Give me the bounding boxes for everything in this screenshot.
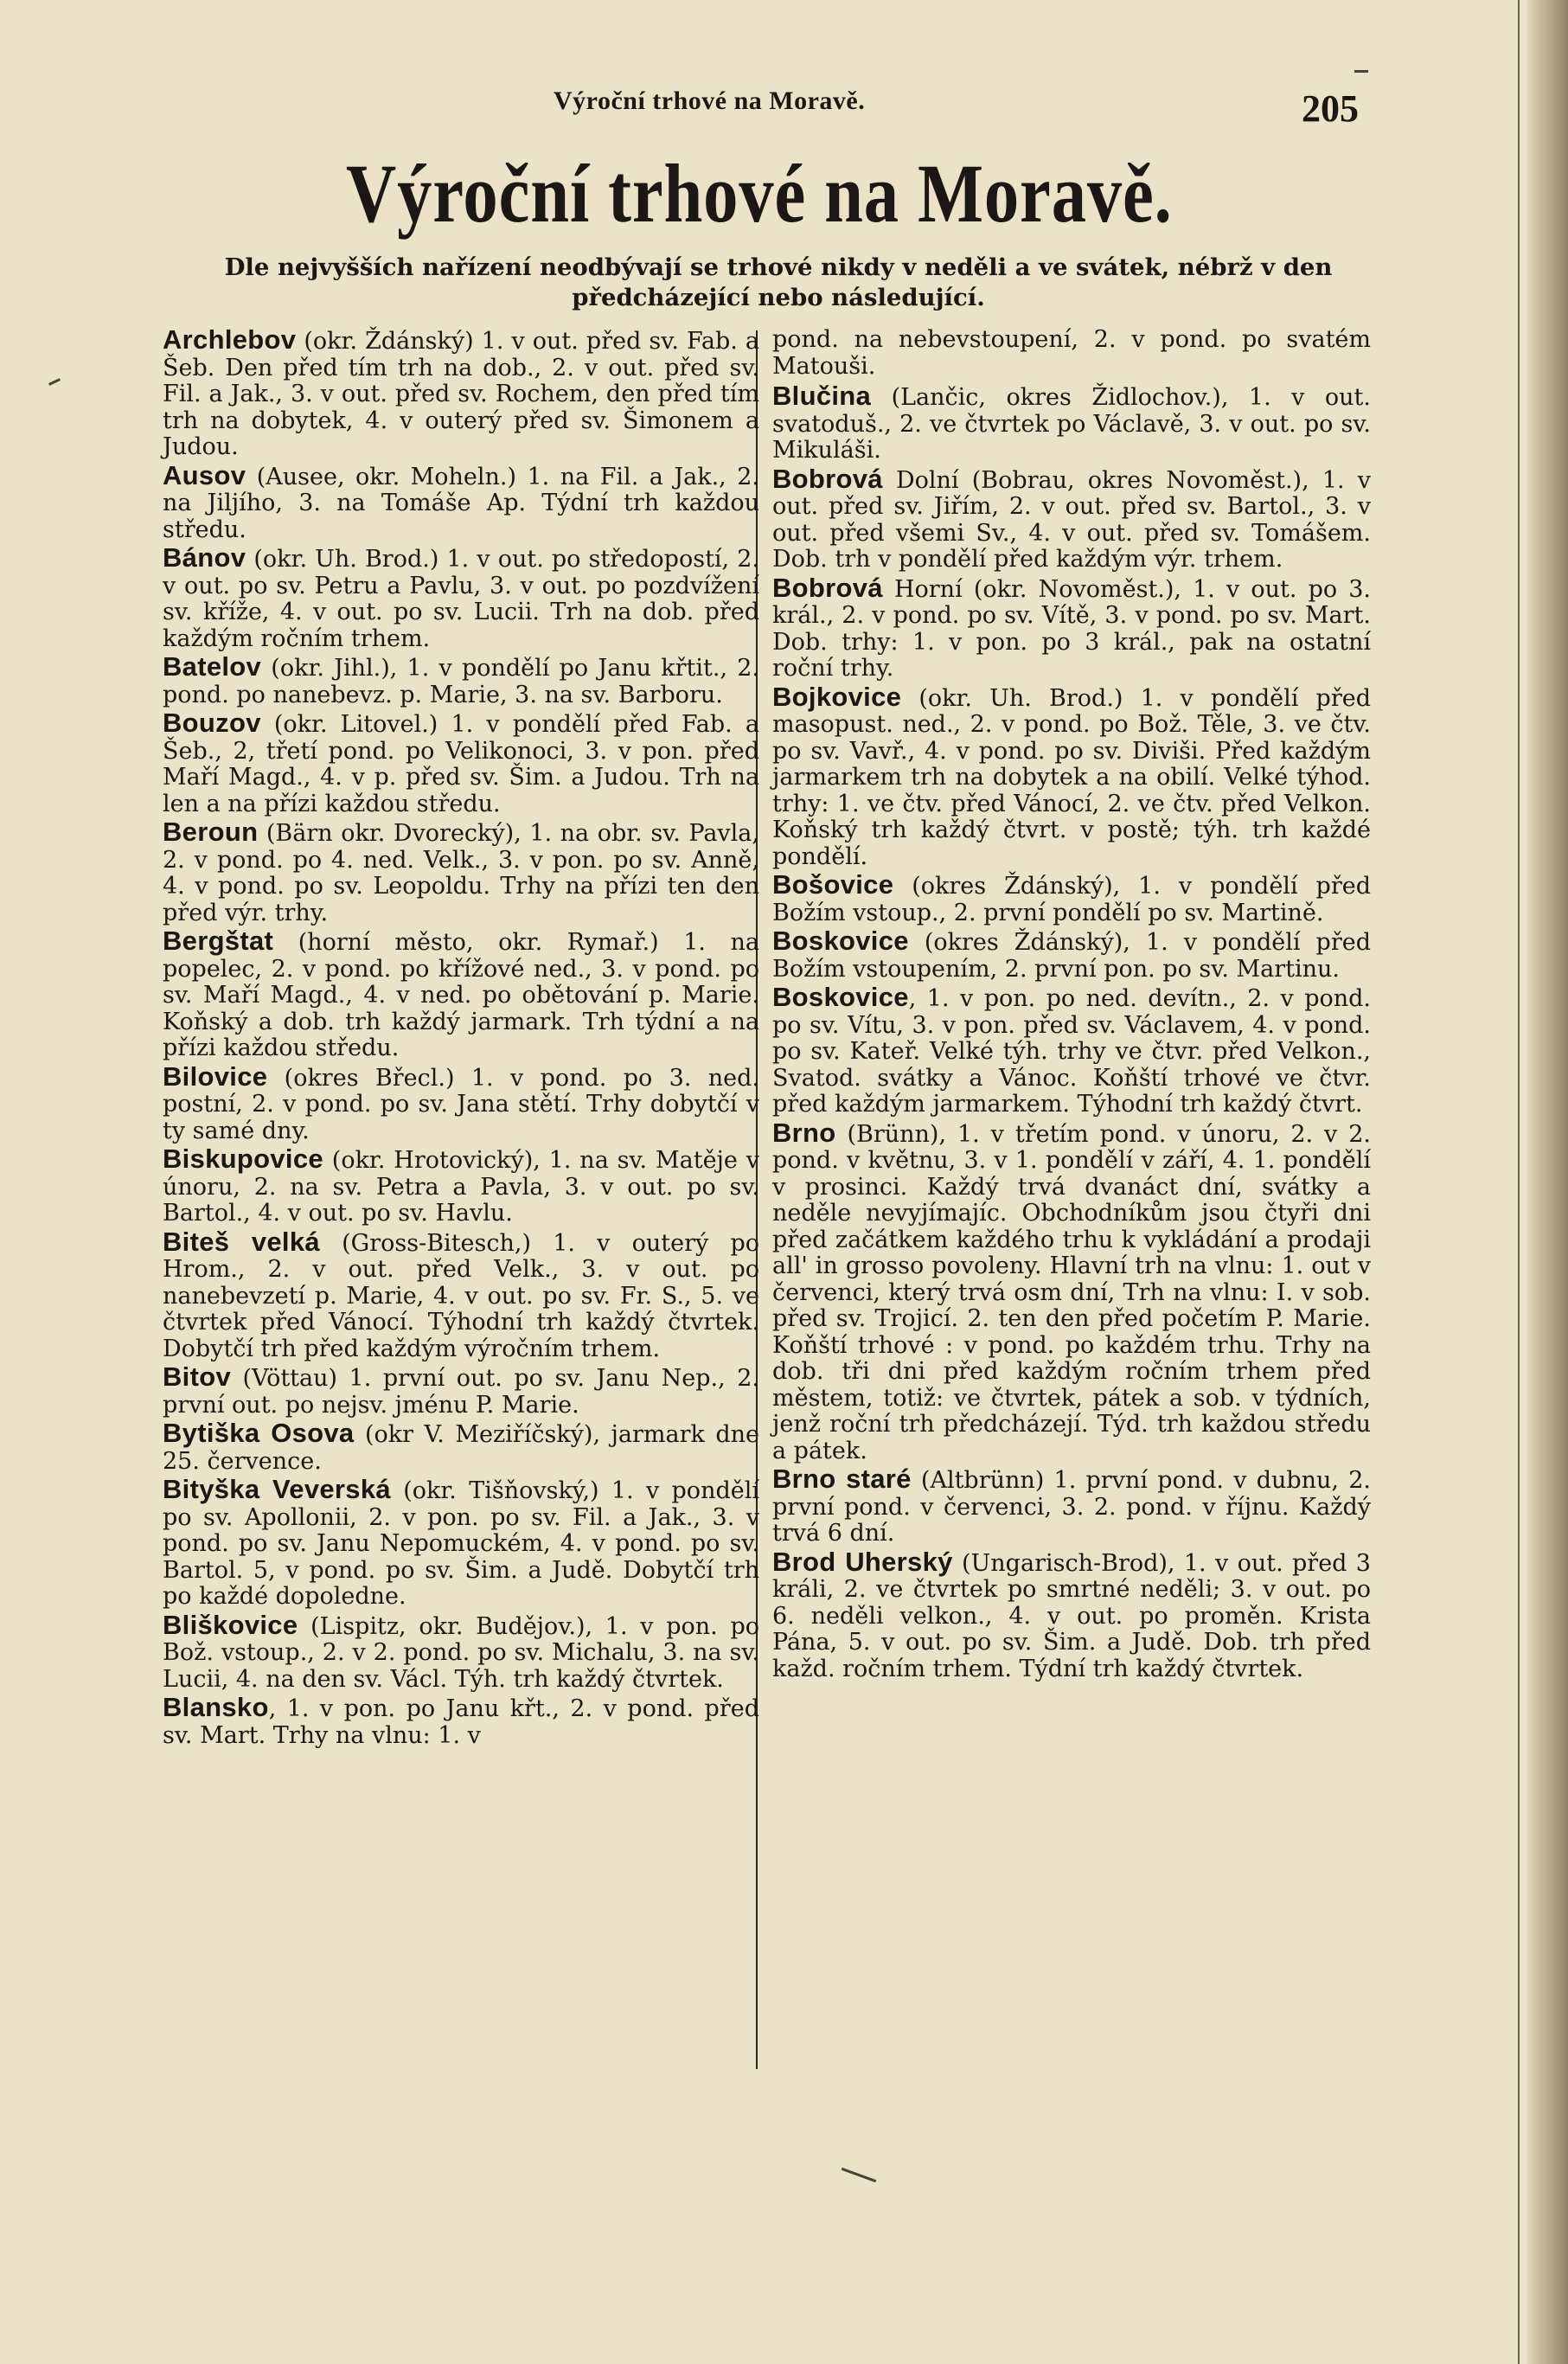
left-column xyxy=(163,324,759,1751)
market-entry xyxy=(163,928,759,1062)
town-name: Ausov xyxy=(163,459,246,490)
corner-mark xyxy=(1354,70,1368,73)
gutter-line xyxy=(1518,0,1520,2364)
page-number: 205 xyxy=(1302,87,1359,130)
market-entry xyxy=(163,459,759,544)
market-entry xyxy=(772,572,1371,682)
market-entry xyxy=(772,383,1371,464)
market-details: (okres Břecl.) 1. v pond. po 3. ned. postní, 2. v pond. po sv. Jana stětí. Trhy dobytčí v ty samé dny. xyxy=(163,1064,759,1144)
market-details: (okr. Uh. Brod.) 1. v pondělí před masopust. ned., 2. v pond. po Bož. Těle, 3. ve čtv. po sv. Vavř., 4. v pond. po sv. Diviši. Před každým jarmarkem trh na dobytek a na obilí. Velké týhod. trhy: 1. ve čtv. před Vánocí, 2. ve čtv. před Velkon. Koňský trh každý čtvrt. v postě; týh. trh každé pondělí. xyxy=(772,684,1371,870)
town-name: Bobrová xyxy=(772,572,883,603)
continued-entry: pond. na nebevstoupení, 2. v pond. po svatém Matouši. xyxy=(772,326,1371,380)
town-name: Brod Uherský xyxy=(772,1546,953,1577)
town-name: Bošovice xyxy=(772,869,894,900)
market-details: (okr. Uh. Brod.) 1. v out. po středopostí, 2. v out. po sv. Petru a Pavlu, 3. v out. po pozdvížení sv. kříže, 4. v out. po sv. Lucii. Trh na dob. před každým ročním trhem. xyxy=(163,546,759,652)
town-name: Boskovice xyxy=(772,982,909,1012)
town-name: Batelov xyxy=(163,651,262,682)
market-details: , 1. v pon. po Janu křt., 2. v pond. před sv. Mart. Trhy na vlnu: 1. v xyxy=(163,1695,759,1749)
town-name: Bilovice xyxy=(163,1060,268,1092)
market-entry xyxy=(163,1060,759,1145)
town-name: Archlebov xyxy=(163,324,297,355)
market-details: (okr. Tišňovský,) 1. v pondělí po sv. Apollonii, 2. v pon. po sv. Fil. a Jak., 3. v pond. po sv. Janu Nepomuckém, 4. v pond. po sv. Bartol. 5, v pond. po sv. Šim. a Judě. Dobytčí trh po každé dopoledne. xyxy=(163,1477,759,1610)
market-entry xyxy=(163,710,759,817)
town-name: Brno staré xyxy=(772,1464,912,1494)
market-details: (horní město, okr. Rymař.) 1. na popelec, 2. v pond. po křížové ned., 3. v pond. po sv. Maří Magd., 4. v ned. po obětování p. Marie. Koňský a dob. trh každý jarmark. Trh týdní a na přízi každou středu. xyxy=(163,929,759,1061)
market-details: (okr V. Meziříčský), jarmark dne 25. července. xyxy=(163,1421,759,1475)
market-details: (Ungarisch-Brod), 1. v out. před 3 králi, 2. ve čtvrtek po smrtné neděli; 3. v out. po 6. neděli velkon., 4. v out. po proměn. Krista Pána, 5. v out. po sv. Šim. a Judě. Dob. trh před každ. ročním trhem. Týdní trh každý čtvrtek. xyxy=(772,1549,1371,1682)
town-name: Bliškovice xyxy=(163,1609,298,1640)
town-name: Bobrová xyxy=(772,463,883,494)
town-name: Biteš velká xyxy=(163,1226,320,1257)
town-name: Bergštat xyxy=(163,926,274,956)
market-entry xyxy=(772,1546,1371,1683)
market-entry xyxy=(772,984,1371,1118)
stray-mark xyxy=(842,2168,876,2182)
town-name: Brno xyxy=(772,1117,836,1148)
market-details: (okr. Litovel.) 1. v pondělí před Fab. a Šeb., 2, třetí pond. po Velikonoci, 3. v pon. před Maří Magd., 4. v p. před sv. Šim. a Judou. Trh na len a na přízi každou středu. xyxy=(163,711,759,817)
market-entry xyxy=(163,1692,759,1749)
market-entry xyxy=(772,928,1371,983)
intro-paragraph: Dle nejvyšších nařízení neodbývají se trhové nikdy v neděli a ve svátek, nébrž v den předcházející nebo následující. xyxy=(224,253,1333,311)
market-details: (okres Ždánský), 1. v pondělí před Božím vstoup., 2. první pondělí po sv. Martině. xyxy=(772,873,1371,926)
market-details: (Lančic, okres Židlochov.), 1. v out. svatoduš., 2. ve čtvrtek po Václavě, 3. v out. po sv. Mikuláši. xyxy=(772,384,1371,464)
town-name: Boskovice xyxy=(772,926,909,956)
town-name: Beroun xyxy=(163,817,259,847)
town-name: Bityška Veverská xyxy=(163,1474,391,1504)
market-details: (Gross-Bitesch,) 1. v outerý po Hrom., 2. v out. před Velk., 3. v out. po nanebevzetí p. Marie, 4. v out. po sv. Fr. S., 5. ve čtvrtek před Vánocí. Týhodní trh každý čtvrtek. Dobytčí trh před každým výročním trhem. xyxy=(163,1229,759,1362)
market-entry xyxy=(772,463,1371,573)
town-name: Biskupovice xyxy=(163,1144,323,1174)
page-gutter xyxy=(1526,0,1568,2364)
market-entry xyxy=(163,1361,759,1419)
town-name: Bytiška Osova xyxy=(163,1418,355,1448)
market-details: (okr. Jihl.), 1. v pondělí po Janu křtit., 2. pond. po nanebevz. p. Marie, 3. na sv. Barboru. xyxy=(163,655,759,708)
market-details: (Ausee, okr. Moheln.) 1. na Fil. a Jak., 2. na Jiljího, 3. na Tomáše Ap. Týdní trh každou středu. xyxy=(163,463,759,543)
market-entry xyxy=(163,1420,759,1475)
market-details: (Brünn), 1. v třetím pond. v únoru, 2. v 2. pond. v květnu, 3. v 1. pondělí v září, 4. 1. pondělí v prosinci. Každý trvá dvanáct dní, svátky a neděle nevyjímajíc. Obchodníkům jsou čtyři dni před začátkem každého trhu k vykládání a prodaji all' in grosso povoleny. Hlavní trh na vlnu: 1. out v červenci, který trvá osm dní, Trh na vlnu: I. v sob. před sv. Trojicí. 2. ten den před početím P. Marie. Koňští trhové : v pond. po každém trhu. Trhy na dob. tři dni před každým ročním trhem před městem, totiž: ve čtvrtek, pátek a sob. v týdních, jenž roční trh předcházejí. Týd. trh každou středu a pátek. xyxy=(772,1120,1371,1464)
market-details: (Bärn okr. Dvorecký), 1. na obr. sv. Pavla, 2. v pond. po 4. ned. Velk., 3. v pon. po sv. Anně, 4. v pond. po sv. Leopoldu. Trhy na přízi ten den před výr. trhy. xyxy=(163,820,759,926)
right-column xyxy=(772,327,1371,1684)
market-entry xyxy=(163,651,759,708)
market-entry xyxy=(163,542,759,652)
market-details: (okr. Hrotovický), 1. na sv. Matěje v únoru, 2. na sv. Petra a Pavla, 3. v out. po sv. Bartol., 4. v out. po sv. Havlu. xyxy=(163,1147,759,1227)
town-name: Bitov xyxy=(163,1361,231,1392)
town-name: Bánov xyxy=(163,542,246,573)
running-head: Výroční trhové na Moravě. xyxy=(554,86,866,115)
market-details: Horní (okr. Novoměst.), 1. v out. po 3. král., 2. v pond. po sv. Vítě, 3. v pond. po sv. Mart. Dob. trhy: 1. v pon. po 3 král., pak na ostatní roční trhy. xyxy=(772,575,1371,682)
market-entry xyxy=(163,1474,759,1611)
market-details: (Lispitz, okr. Budějov.), 1. v pon. po Bož. vstoup., 2. v 2. pond. po sv. Michalu, 3. na sv. Lucii, 4. na den sv. Václ. Týh. trh každý čtvrtek. xyxy=(163,1612,759,1693)
market-entry xyxy=(163,1226,759,1363)
market-entry xyxy=(772,1117,1371,1465)
market-entry xyxy=(163,1609,759,1694)
town-name: Bouzov xyxy=(163,708,261,738)
market-entry xyxy=(163,324,759,461)
market-entry xyxy=(163,1146,759,1227)
market-details: (okr. Ždánský) 1. v out. před sv. Fab. a Šeb. Den před tím trh na dob., 2. v out. před sv. Fil. a Jak., 3. v out. před sv. Rochem, den před tím trh na dobytek, 4. v outerý před sv. Šimonem a Judou. xyxy=(163,328,759,460)
market-details: (Altbrünn) 1. první pond. v dubnu, 2. první pond. v červenci, 3. 2. pond. v říjnu. Každý trvá 6 dní. xyxy=(772,1467,1371,1547)
market-entry xyxy=(772,1466,1371,1547)
town-name: Bojkovice xyxy=(772,681,902,712)
market-details: Dolní (Bobrau, okres Novoměst.), 1. v out. před sv. Jiřím, 2. v out. před sv. Bartol., 3. v out. před všemi Sv., 4. v out. před sv. Tomášem. Dob. trh v pondělí před každým výr. trhem. xyxy=(772,466,1371,573)
market-entry xyxy=(772,681,1371,871)
market-details: (okres Ždánský), 1. v pondělí před Božím vstoupením, 2. první pon. po sv. Martinu. xyxy=(772,929,1371,983)
town-name: Blučina xyxy=(772,381,872,411)
market-entry xyxy=(163,819,759,926)
margin-tick xyxy=(48,378,61,386)
market-entry xyxy=(772,869,1371,926)
page-title: Výroční trhové na Moravě. xyxy=(346,147,1173,240)
town-name: Blansko xyxy=(163,1692,269,1722)
market-details: (Vöttau) 1. první out. po sv. Janu Nep., 2. první out. po nejsv. jménu P. Marie. xyxy=(163,1365,759,1419)
market-details: , 1. v pon. po ned. devítn., 2. v pond. po sv. Vítu, 3. v pon. před sv. Václavem, 4. v pond. po sv. Kateř. Velké týh. trhy ve čtvr. před Velkon., Svatod. svátky a Vánoc. Koňští trhové ve čtvr. před každým jarmarkem. Týhodní trh každý čtvrt. xyxy=(772,985,1371,1118)
